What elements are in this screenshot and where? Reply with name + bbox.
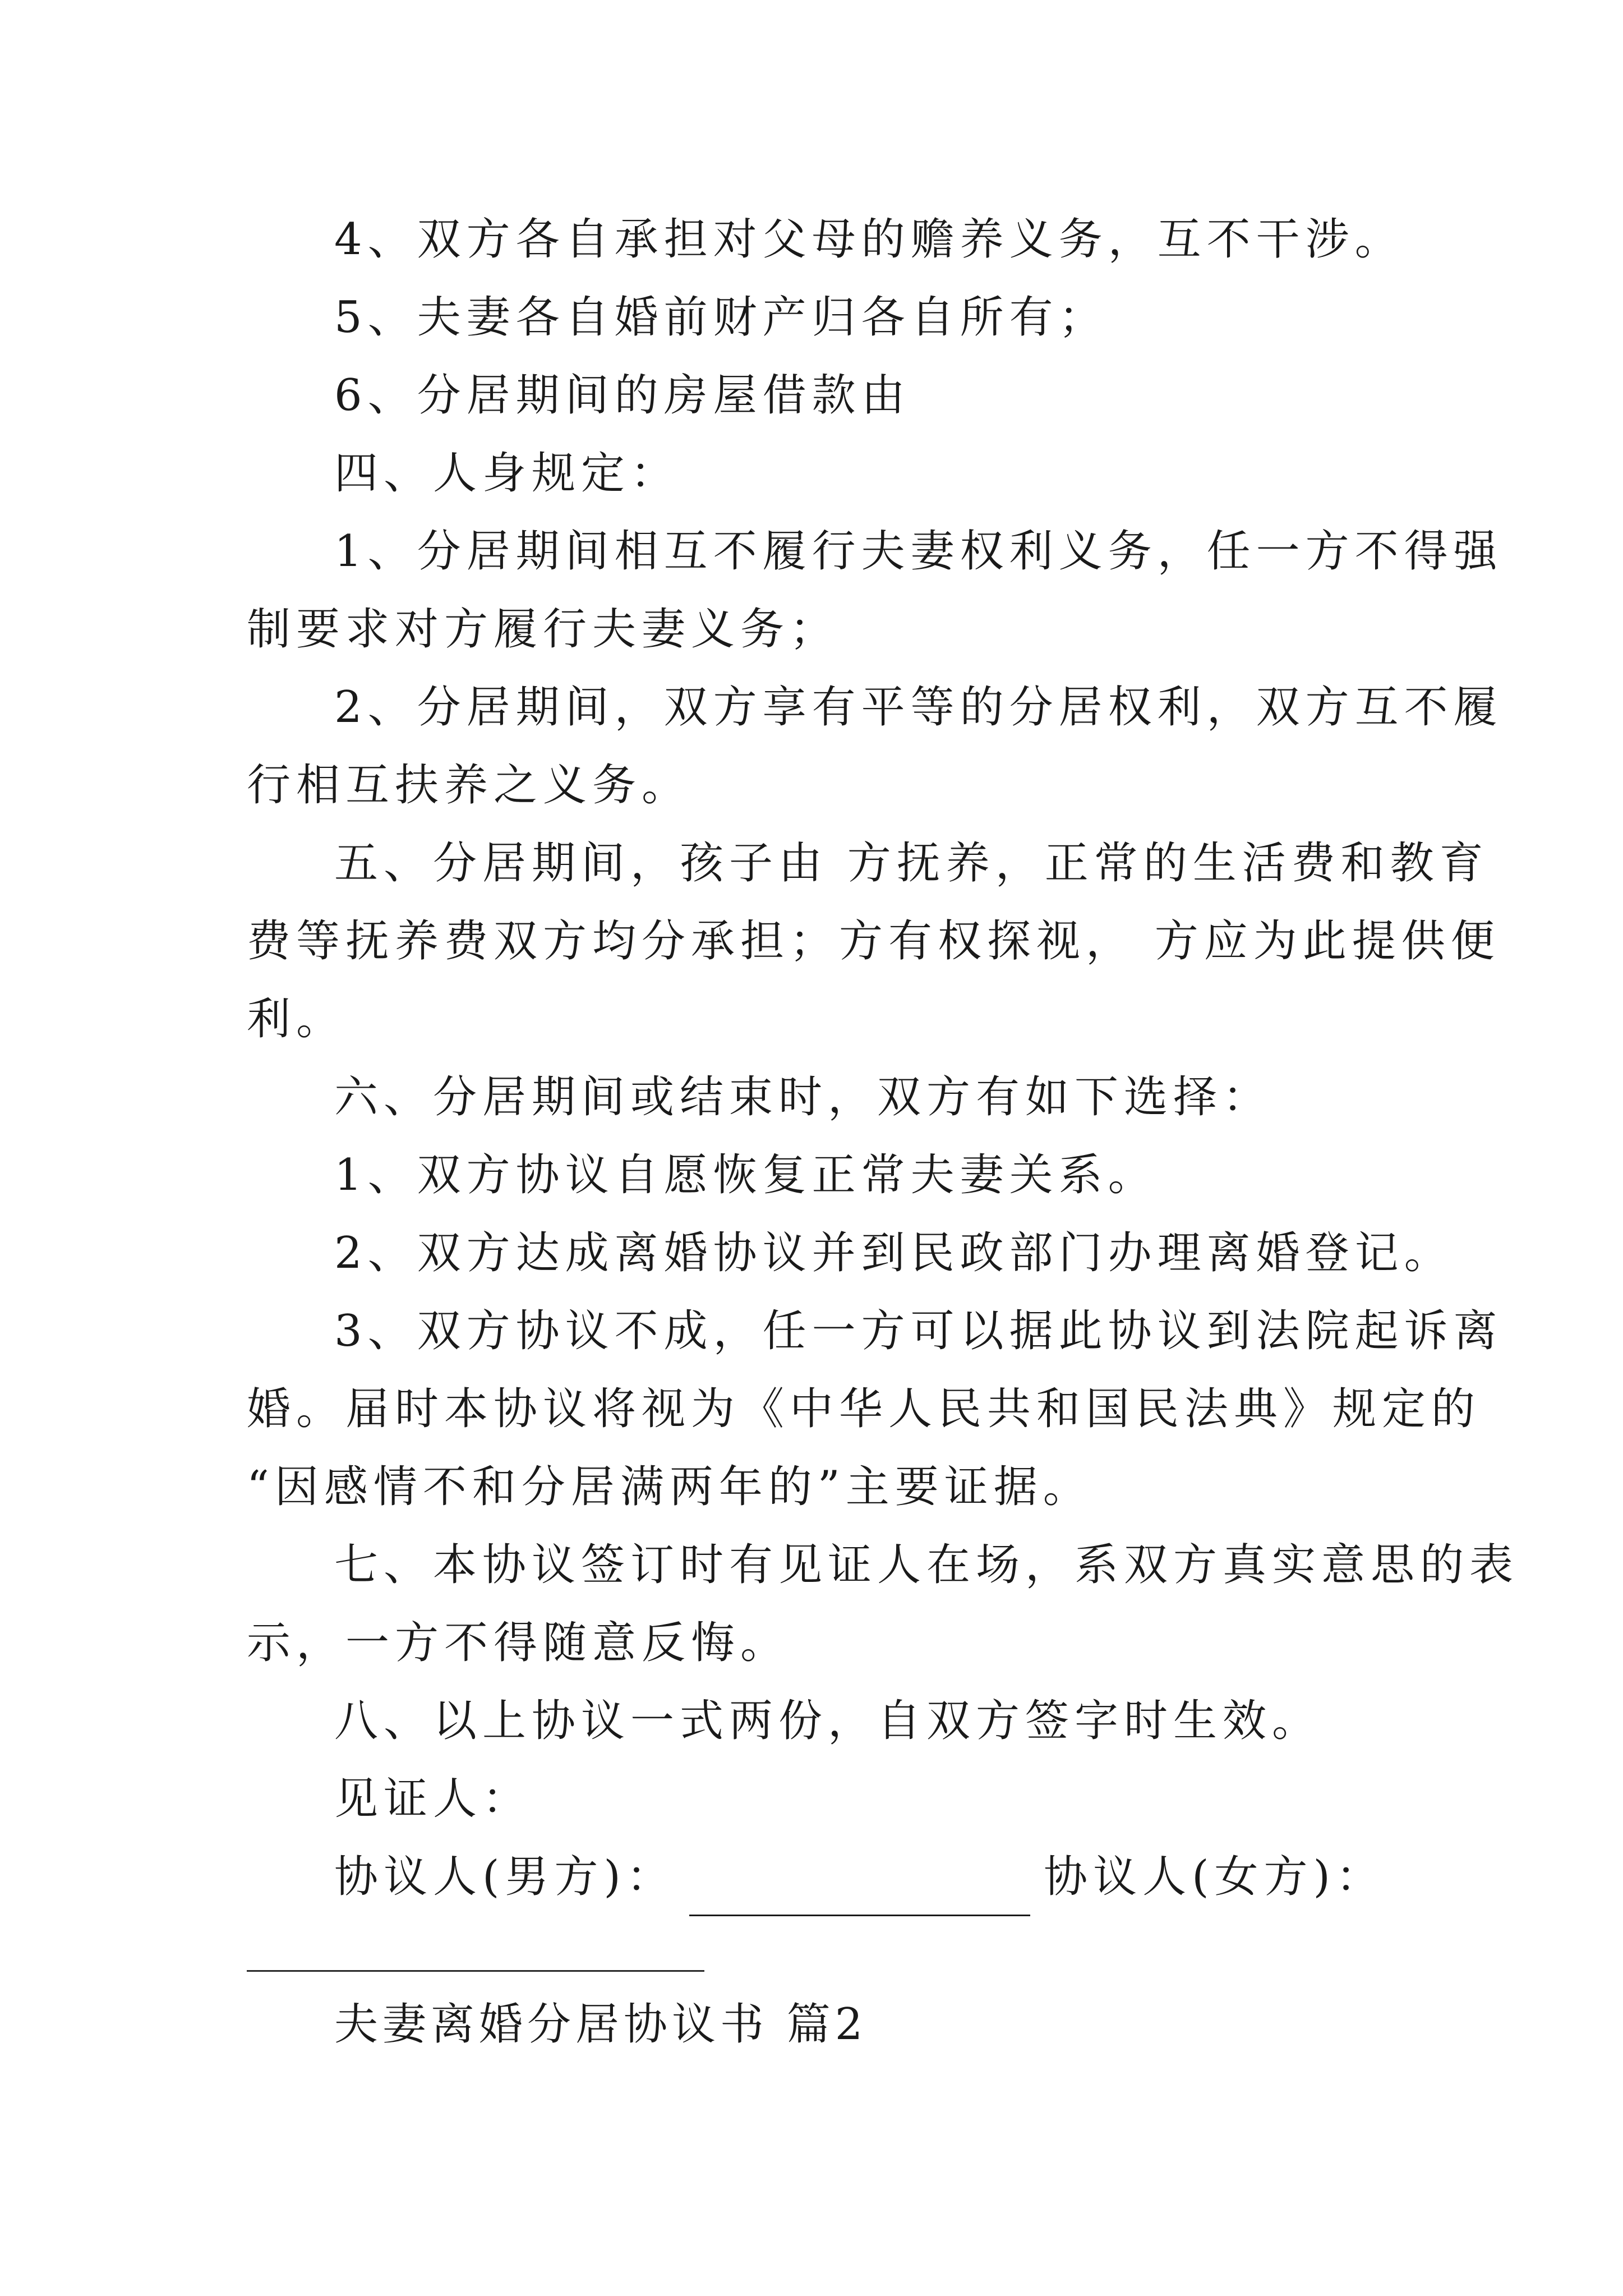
paragraph-line: 1、双方协议自愿恢复正常夫妻关系。 bbox=[334, 1150, 1158, 1200]
paragraph-line: 4、双方各自承担对父母的赡养义务，互不干涉。 bbox=[334, 214, 1404, 265]
paragraph-line: 八、以上协议一式两份，自双方签字时生效。 bbox=[334, 1696, 1322, 1746]
paragraph-line: 制要求对方履行夫妻义务； bbox=[247, 604, 840, 655]
document-body bbox=[247, 201, 1519, 1916]
paragraph-line: “因感情不和分居满两年的”主要证据。 bbox=[247, 1462, 1092, 1512]
paragraph-line: 婚。届时本协议将视为《中华人民共和国民法典》规定的 bbox=[247, 1384, 1481, 1434]
paragraph-8 bbox=[247, 1059, 1385, 1137]
paragraph-line: 利。 bbox=[247, 994, 346, 1045]
signature-row bbox=[247, 1838, 1385, 1916]
paragraph-line: 1、分居期间相互不履行夫妻权利义务，任一方不得强 bbox=[334, 526, 1503, 577]
paragraph-line: 五、分居期间，孩子由 方抚养，正常的生活费和教育 bbox=[334, 838, 1489, 889]
paragraph-line: 3、双方协议不成，任一方可以据此协议到法院起诉离 bbox=[334, 1306, 1503, 1356]
paragraph-10 bbox=[247, 1214, 1454, 1292]
paragraph-5 bbox=[247, 513, 1503, 669]
paragraph-1 bbox=[247, 201, 1404, 279]
paragraph-line: 2、分居期间，双方享有平等的分居权利，双方互不履 bbox=[334, 682, 1503, 733]
paragraph-line: 2、双方达成离婚协议并到民政部门办理离婚登记。 bbox=[334, 1228, 1454, 1278]
witness-label: 见证人： bbox=[334, 1774, 532, 1824]
paragraph-line: 七、本协议签订时有见证人在场，系双方真实意思的表 bbox=[334, 1540, 1519, 1590]
paragraph-12 bbox=[247, 1526, 1519, 1682]
separator-rule bbox=[247, 1970, 704, 1972]
male-party-label: 协议人(男方)： bbox=[334, 1852, 676, 1902]
paragraph-7 bbox=[247, 825, 1500, 1059]
paragraph-line: 费等抚养费双方均分承担；方有权探视， 方应为此提供便 bbox=[247, 916, 1500, 967]
paragraph-11 bbox=[247, 1292, 1503, 1526]
male-signature-blank bbox=[689, 1865, 1030, 1916]
paragraph-13 bbox=[247, 1682, 1385, 1760]
paragraph-9 bbox=[247, 1137, 1385, 1214]
section-heading: 四、人身规定： bbox=[334, 448, 680, 499]
paragraph-line: 示，一方不得随意反悔。 bbox=[247, 1618, 790, 1668]
witness-line bbox=[247, 1760, 1385, 1838]
paragraph-2 bbox=[247, 279, 1385, 357]
paragraph-3 bbox=[247, 357, 1385, 435]
section-heading-personal bbox=[247, 435, 1385, 513]
paragraph-6 bbox=[247, 669, 1503, 825]
paragraph-line: 5、夫妻各自婚前财产归各自所有； bbox=[334, 292, 1108, 343]
female-party-label: 协议人(女方)： bbox=[1044, 1852, 1385, 1902]
paragraph-line: 行相互扶养之义务。 bbox=[247, 760, 691, 811]
section-heading: 六、分居期间或结束时，双方有如下选择： bbox=[334, 1072, 1272, 1122]
paragraph-line: 6、分居期间的房屋借款由 bbox=[334, 370, 911, 421]
next-section-heading: 夫妻离婚分居协议书 篇2 bbox=[334, 1999, 868, 2050]
